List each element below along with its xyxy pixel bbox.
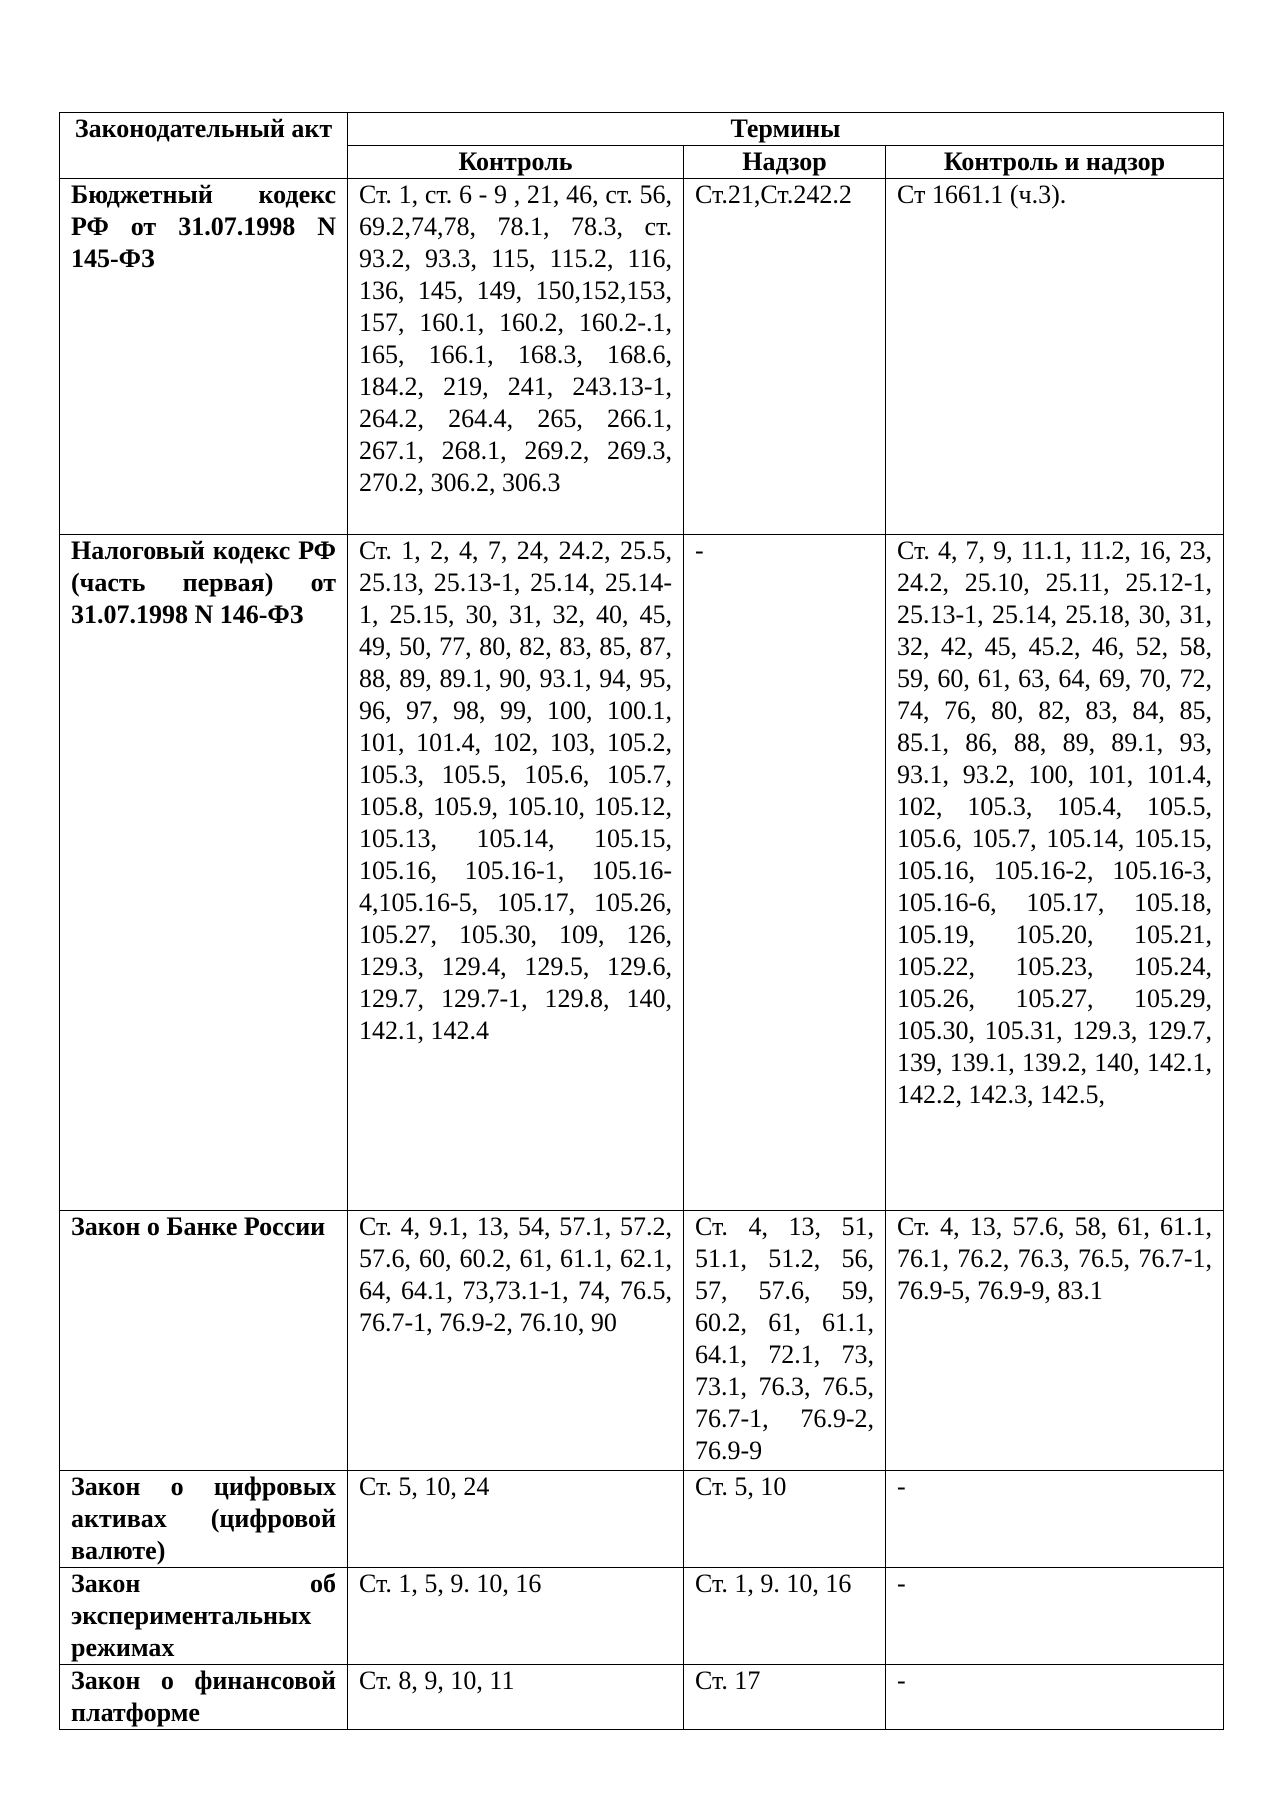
table-row bbox=[60, 179, 1224, 535]
cell-act: Бюджетный кодекс РФ от 31.07.1998 N 145-ФЗ bbox=[60, 179, 348, 535]
cell-act: Закон о цифровых активах (цифровой валюте) bbox=[60, 1471, 348, 1568]
cell-control: Ст. 4, 9.1, 13, 54, 57.1, 57.2, 57.6, 60, 60.2, 61, 61.1, 62.1, 64, 64.1, 73,73.1-1, 74, 76.5, 76.7-1, 76.9-2, 76.10, 90 bbox=[348, 1211, 684, 1471]
table-row bbox=[60, 1665, 1224, 1730]
header-act: Законодательный акт bbox=[60, 113, 348, 179]
table-row bbox=[60, 1211, 1224, 1471]
table-row bbox=[60, 1568, 1224, 1665]
cell-control-and-supervision: - bbox=[886, 1665, 1224, 1730]
cell-control-and-supervision: Ст. 4, 7, 9, 11.1, 11.2, 16, 23, 24.2, 25.10, 25.11, 25.12-1, 25.13-1, 25.14, 25.18, 30, 31, 32, 42, 45, 45.2, 46, 52, 58, 59, 60, 61, 63, 64, 69, 70, 72, 74, 76, 80, 82, 83, 84, 85, 85.1, 86, 88, 89, 89.1, 93, 93.1, 93.2, 100, 101, 101.4, 102, 105.3, 105.4, 105.5, 105.6, 105.7, 105.14, 105.15, 105.16, 105.16-2, 105.16-3, 105.16-6, 105.17, 105.18, 105.19, 105.20, 105.21, 105.22, 105.23, 105.24, 105.26, 105.27, 105.29, 105.30, 105.31, 129.3, 129.7, 139, 139.1, 139.2, 140, 142.1, 142.2, 142.3, 142.5, bbox=[886, 535, 1224, 1211]
cell-supervision: Ст. 1, 9. 10, 16 bbox=[684, 1568, 886, 1665]
cell-act: Закон об экспериментальных режимах bbox=[60, 1568, 348, 1665]
cell-supervision: - bbox=[684, 535, 886, 1211]
header-control-and-supervision: Контроль и надзор bbox=[886, 146, 1224, 179]
header-terms: Термины bbox=[348, 113, 1224, 146]
cell-control-and-supervision: Ст. 4, 13, 57.6, 58, 61, 61.1, 76.1, 76.2, 76.3, 76.5, 76.7-1, 76.9-5, 76.9-9, 83.1 bbox=[886, 1211, 1224, 1471]
cell-act: Закон о Банке России bbox=[60, 1211, 348, 1471]
table-row bbox=[60, 1471, 1224, 1568]
cell-control: Ст. 1, 5, 9. 10, 16 bbox=[348, 1568, 684, 1665]
cell-control: Ст. 1, ст. 6 - 9 , 21, 46, ст. 56, 69.2,74,78, 78.1, 78.3, ст. 93.2, 93.3, 115, 115.2, 116, 136, 145, 149, 150,152,153, 157, 160.1, 160.2, 160.2-.1, 165, 166.1, 168.3, 168.6, 184.2, 219, 241, 243.13-1, 264.2, 264.4, 265, 266.1, 267.1, 268.1, 269.2, 269.3, 270.2, 306.2, 306.3 bbox=[348, 179, 684, 535]
cell-control: Ст. 5, 10, 24 bbox=[348, 1471, 684, 1568]
cell-act: Закон о финансовой платформе bbox=[60, 1665, 348, 1730]
cell-control-and-supervision: - bbox=[886, 1568, 1224, 1665]
cell-supervision: Ст. 4, 13, 51, 51.1, 51.2, 56, 57, 57.6, 59, 60.2, 61, 61.1, 64.1, 72.1, 73, 73.1, 76.3, 76.5, 76.7-1, 76.9-2, 76.9-9 bbox=[684, 1211, 886, 1471]
cell-control: Ст. 8, 9, 10, 11 bbox=[348, 1665, 684, 1730]
table-row bbox=[60, 535, 1224, 1211]
cell-supervision: Ст.21,Ст.242.2 bbox=[684, 179, 886, 535]
cell-supervision: Ст. 5, 10 bbox=[684, 1471, 886, 1568]
cell-control: Ст. 1, 2, 4, 7, 24, 24.2, 25.5, 25.13, 25.13-1, 25.14, 25.14-1, 25.15, 30, 31, 32, 40, 45, 49, 50, 77, 80, 82, 83, 85, 87, 88, 89, 89.1, 90, 93.1, 94, 95, 96, 97, 98, 99, 100, 100.1, 101, 101.4, 102, 103, 105.2, 105.3, 105.5, 105.6, 105.7, 105.8, 105.9, 105.10, 105.12, 105.13, 105.14, 105.15, 105.16, 105.16-1, 105.16-4,105.16-5, 105.17, 105.26, 105.27, 105.30, 109, 126, 129.3, 129.4, 129.5, 129.6, 129.7, 129.7-1, 129.8, 140, 142.1, 142.4 bbox=[348, 535, 684, 1211]
cell-control-and-supervision: Ст 1661.1 (ч.3). bbox=[886, 179, 1224, 535]
cell-act: Налоговый кодекс РФ (часть первая) от 31.07.1998 N 146-ФЗ bbox=[60, 535, 348, 1211]
legislation-terms-table bbox=[59, 112, 1224, 1730]
header-control: Контроль bbox=[348, 146, 684, 179]
cell-control-and-supervision: - bbox=[886, 1471, 1224, 1568]
cell-supervision: Ст. 17 bbox=[684, 1665, 886, 1730]
header-row-1 bbox=[60, 113, 1224, 146]
header-supervision: Надзор bbox=[684, 146, 886, 179]
